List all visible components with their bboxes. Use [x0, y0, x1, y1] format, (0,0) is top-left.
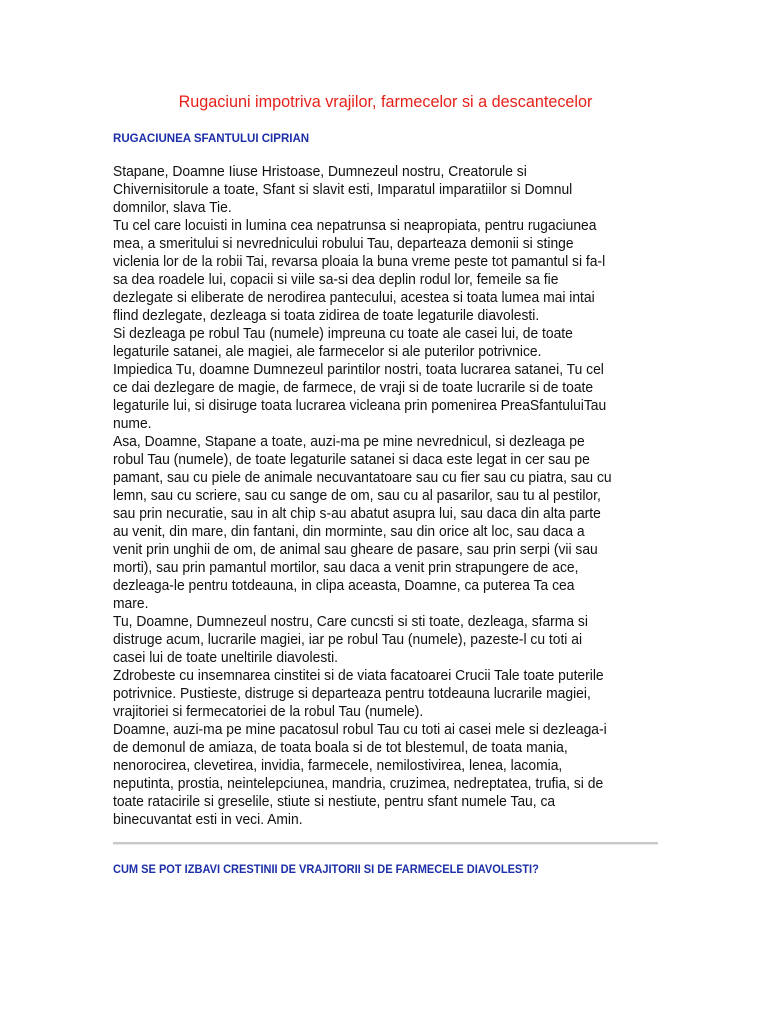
- body-text-line: Si dezleaga pe robul Tau (numele) impreuna cu toate ale casei lui, de toate: [113, 326, 573, 342]
- section-heading-saint-ciprian: RUGACIUNEA SFANTULUI CIPRIAN: [113, 131, 310, 145]
- body-text-line: distruge acum, lucrarile magiei, iar pe robul Tau (numele), pazeste-l cu toti ai: [113, 632, 583, 648]
- body-text-line: au venit, din mare, din fantani, din morminte, sau din orice alt loc, sau daca a: [113, 524, 585, 540]
- body-text-line: domnilor, slava Tie.: [113, 200, 232, 216]
- body-text-line: mare.: [113, 596, 149, 612]
- body-text-line: dezlegate si eliberate de nerodirea pantecului, acestea si toata lumea mai intai: [113, 290, 595, 306]
- body-text-line: Chivernisitorule a toate, Sfant si slavit esti, Imparatul imparatiilor si Domnul: [113, 182, 573, 198]
- body-text-line: legaturile lui, si disiruge toata lucrarea vicleana prin pomenirea PreaSfantuluiTau: [113, 398, 607, 414]
- body-text-line: sau prin necuratie, sau in alt chip s-au abatut asupra lui, sau daca din alta parte: [113, 506, 601, 522]
- body-text-line: binecuvantat esti in veci. Amin.: [113, 812, 303, 828]
- body-text-line: venit prin unghii de om, de animal sau gheare de pasare, sau prin serpi (vii sau: [113, 542, 598, 558]
- body-text-line: de demonul de amiaza, de toata boala si de tot blestemul, de toata mania,: [113, 740, 568, 756]
- body-text-line: Zdrobeste cu insemnarea cinstitei si de viata facatoarei Crucii Tale toate puterile: [113, 668, 604, 684]
- body-text-line: legaturile satanei, ale magiei, ale farmecelor si ale puterilor potrivnice.: [113, 344, 542, 360]
- section-heading-deliverance: CUM SE POT IZBAVI CRESTINII DE VRAJITORII SI DE FARMECELE DIAVOLESTI?: [113, 862, 539, 876]
- body-text-line: ce dai dezlegare de magie, de farmece, de vraji si de toate lucrarile si de toate: [113, 380, 594, 396]
- body-text-line: Doamne, auzi-ma pe mine pacatosul robul Tau cu toti ai casei mele si dezleaga-i: [113, 722, 607, 738]
- body-text-line: robul Tau (numele), de toate legaturile satanei si daca este legat in cer sau pe: [113, 452, 590, 468]
- body-text-line: Asa, Doamne, Stapane a toate, auzi-ma pe mine nevrednicul, si dezleaga pe: [113, 434, 585, 450]
- body-text-line: Tu, Doamne, Dumnezeul nostru, Care cuncsti si sti toate, dezleaga, sfarma si: [113, 614, 588, 630]
- body-text-line: morti), sau prin pamantul mortilor, sau daca a venit prin strapungere de ace,: [113, 560, 579, 576]
- prayer-body-text: [113, 163, 658, 829]
- document-title: Rugaciuni impotriva vrajilor, farmecelor si a descantecelor: [178, 93, 593, 111]
- body-text-line: neputinta, prostia, neintelepciunea, mandria, cruzimea, nedreptatea, trufia, si de: [113, 776, 604, 792]
- body-text-line: dezleaga-le pentru totdeauna, in clipa aceasta, Doamne, ca puterea Ta cea: [113, 578, 575, 594]
- body-text-line: casei lui de toate uneltirile diavolesti.: [113, 650, 339, 666]
- horizontal-divider: [113, 842, 658, 845]
- body-text-line: Impiedica Tu, doamne Dumnezeul parintilor nostri, toata lucrarea satanei, Tu cel: [113, 362, 604, 378]
- body-text-line: lemn, sau cu scriere, sau cu sange de om, sau cu al pasarilor, sau tu al pestilor,: [113, 488, 601, 504]
- body-text-line: potrivnice. Pustieste, distruge si departeaza pentru totdeauna lucrarile magiei,: [113, 686, 591, 702]
- body-text-line: vrajitoriei si fermecatoriei de la robul Tau (numele).: [113, 704, 424, 720]
- body-text-line: pamant, sau cu piele de animale necuvantatoare sau cu fier sau cu piatra, sau cu: [113, 470, 612, 486]
- body-text-line: Stapane, Doamne Iiuse Hristoase, Dumnezeul nostru, Creatorule si: [113, 164, 527, 180]
- body-text-line: sa dea roadele lui, copacii si viile sa-si dea deplin rodul lor, femeile sa fie: [113, 272, 559, 288]
- body-text-line: toate ratacirile si greselile, stiute si nestiute, pentru sfant numele Tau, ca: [113, 794, 556, 810]
- body-text-line: nenorocirea, clevetirea, invidia, farmecele, nemilostivirea, lenea, lacomia,: [113, 758, 563, 774]
- body-text-line: Tu cel care locuisti in lumina cea nepatrunsa si neapropiata, pentru rugaciunea: [113, 218, 597, 234]
- body-text-line: mea, a smeritului si nevrednicului robului Tau, departeaza demonii si stinge: [113, 236, 574, 252]
- body-text-line: flind dezlegate, dezleaga si toata zidirea de toate legaturile diavolesti.: [113, 308, 540, 324]
- body-text-line: viclenia lor de la robii Tai, revarsa ploaia la buna vreme peste tot pamantul si fa-l: [113, 254, 606, 270]
- body-text-line: nume.: [113, 416, 152, 432]
